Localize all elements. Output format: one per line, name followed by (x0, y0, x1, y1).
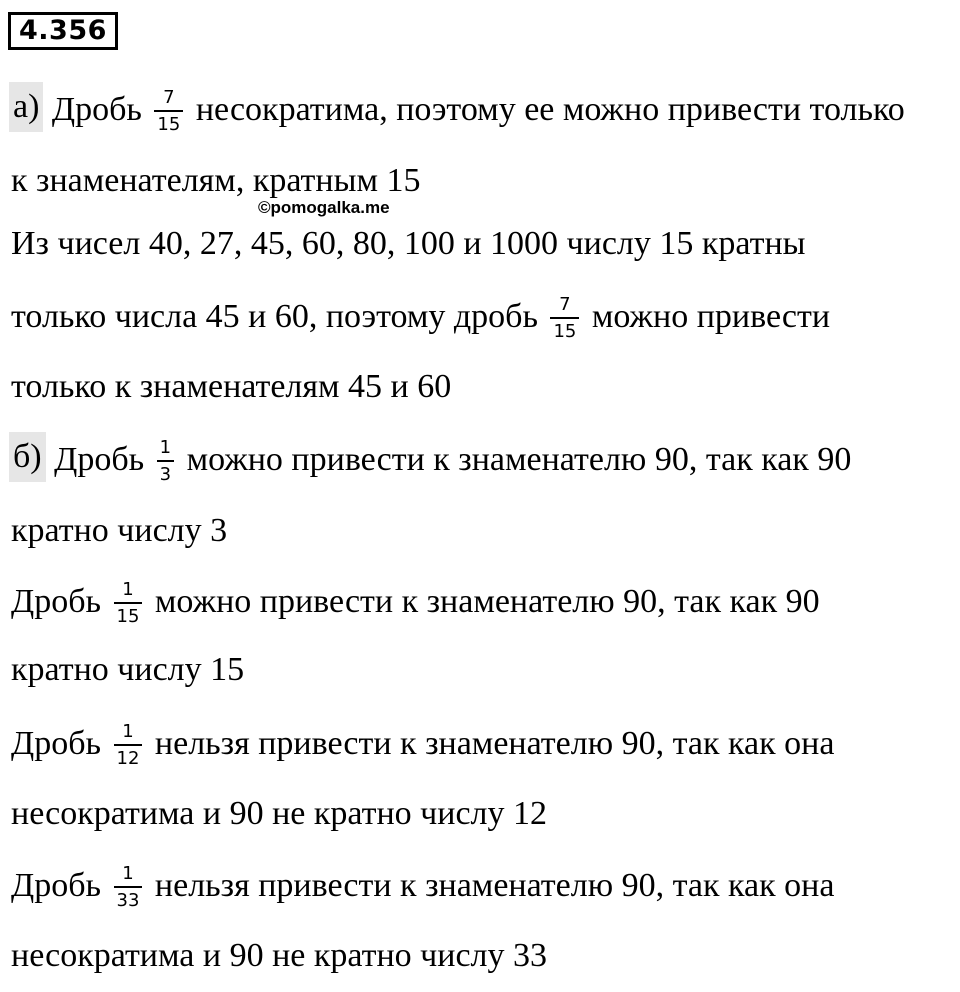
fraction-denominator: 15 (157, 114, 181, 135)
line-text-before: Дробь (43, 90, 142, 128)
watermark: ©pomogalka.me (258, 198, 390, 217)
line-text-after: несократима, поэтому ее можно привести только (195, 90, 905, 128)
line-with-fraction (11, 580, 820, 628)
line-text-after: можно привести к знаменателю 90, так как 90 (186, 440, 852, 478)
line-text-after: можно привести (591, 297, 831, 335)
fraction-denominator: 33 (116, 890, 140, 911)
fraction (114, 579, 143, 627)
fraction (114, 721, 143, 769)
fraction-bar (550, 317, 579, 319)
fraction (154, 87, 183, 135)
line-a-intro (11, 88, 905, 136)
fraction-numerator: 1 (122, 863, 134, 884)
problem-number: 4.356 (8, 12, 118, 50)
fraction-denominator: 12 (116, 748, 140, 769)
line-text-after: нельзя привести к знаменателю 90, так как она (154, 724, 835, 762)
fraction-bar (114, 744, 143, 746)
fraction-numerator: 1 (159, 437, 172, 458)
fraction-numerator: 1 (122, 721, 134, 742)
line-text-before: Дробь (45, 440, 145, 478)
fraction-numerator: 7 (163, 87, 175, 108)
line-with-fraction (11, 722, 834, 770)
fraction-bar (154, 110, 183, 112)
line-text-after: можно привести к знаменателю 90, так как 90 (154, 582, 820, 620)
text-line: несократима и 90 не кратно числу 12 (11, 795, 547, 832)
fraction (114, 863, 143, 911)
part-b-marker: б) (9, 432, 46, 482)
text-line: кратно числу 3 (11, 512, 228, 549)
line-text-before: только числа 45 и 60, поэтому дробь (11, 297, 538, 335)
text-line: несократима и 90 не кратно числу 33 (11, 937, 547, 974)
line-with-fraction (11, 864, 834, 912)
fraction-bar (157, 460, 174, 462)
line-text-after: нельзя привести к знаменателю 90, так как она (154, 866, 835, 904)
fraction-denominator: 15 (116, 606, 140, 627)
fraction (157, 437, 174, 485)
fraction-denominator: 3 (159, 464, 172, 485)
fraction-bar (114, 886, 143, 888)
text-line: к знаменателям, кратным 15 (11, 162, 421, 199)
text-line: Из чисел 40, 27, 45, 60, 80, 100 и 1000 числу 15 кратны (11, 225, 806, 262)
text-line: кратно числу 15 (11, 651, 245, 688)
line-with-fraction (11, 295, 830, 343)
line-text-before: Дробь (11, 866, 101, 904)
fraction-denominator: 15 (553, 321, 577, 342)
fraction-numerator: 7 (559, 294, 571, 315)
fraction-numerator: 1 (122, 579, 134, 600)
line-text-before: Дробь (11, 582, 101, 620)
fraction-bar (114, 602, 143, 604)
line-text-before: Дробь (11, 724, 101, 762)
part-a-marker: а) (9, 82, 43, 132)
text-line: только к знаменателям 45 и 60 (11, 368, 452, 405)
line-b-intro (11, 438, 851, 486)
fraction (550, 294, 579, 342)
